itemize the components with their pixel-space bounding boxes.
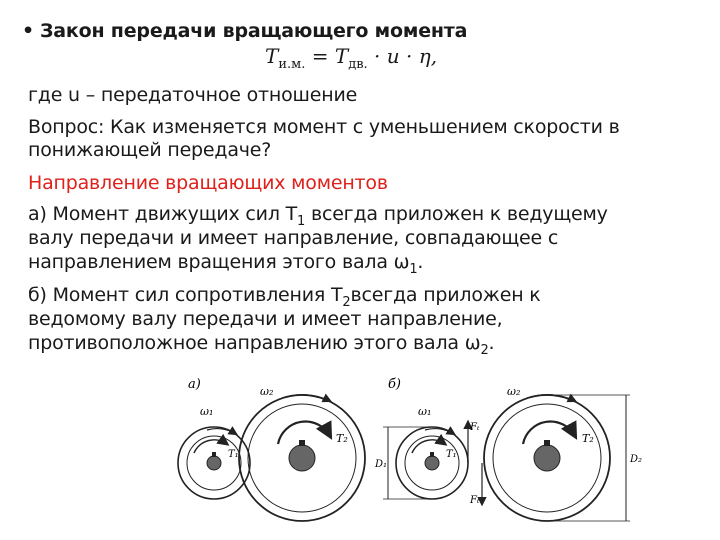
slide-title: • Закон передачи вращающего момента bbox=[22, 20, 468, 42]
omega2-label-a: ω₂ bbox=[260, 385, 274, 398]
para-a-line-1: а) Момент движущих сил $T_1$ всегда приложен к ведущему bbox=[28, 203, 608, 229]
question-line-1: Вопрос: Как изменяется момент с уменьшением скорости в bbox=[28, 116, 620, 138]
section-heading: Направление вращающих моментов bbox=[28, 172, 388, 194]
bullet-icon: • bbox=[22, 20, 34, 42]
omega2-label-b: ω₂ bbox=[507, 385, 521, 398]
para-a-line-2: валу передачи и имеет направление, совпадающее с bbox=[28, 227, 559, 249]
Ft-label-top: Fₜ bbox=[470, 422, 480, 433]
para-b-line-2: ведомому валу передачи и имеет направление, bbox=[28, 308, 503, 330]
T1-label-b: T₁ bbox=[446, 449, 457, 460]
omega1-label-a: ω₁ bbox=[200, 405, 214, 418]
D1-label: D₁ bbox=[375, 459, 388, 470]
T1-label-a: T₁ bbox=[228, 449, 239, 460]
torque-formula: $T_{и.м.} = T_{дв.} \cdot u \cdot \eta$, bbox=[265, 44, 438, 72]
question-line-2: понижающей передаче? bbox=[28, 139, 272, 161]
ratio-definition: где u – передаточное отношение bbox=[28, 84, 358, 106]
gear-diagram bbox=[170, 370, 650, 535]
T2-label-b: T₂ bbox=[582, 432, 594, 445]
para-b-line-3: противоположное направлению этого вала $\omega_2$. bbox=[28, 332, 495, 358]
driven-gear-b bbox=[484, 395, 630, 521]
para-a-line-3: направлением вращения этого вала $\omega_1$. bbox=[28, 251, 424, 277]
omega1-label-b: ω₁ bbox=[418, 405, 432, 418]
para-b-line-1: б) Момент сил сопротивления $T_2всегда$ приложен к bbox=[28, 284, 541, 310]
driving-gear-b bbox=[383, 422, 482, 504]
Ft-label-bottom: Fₜ bbox=[470, 495, 480, 506]
label-b: б) bbox=[388, 377, 402, 392]
label-a: а) bbox=[188, 377, 201, 392]
T2-label-a: T₂ bbox=[336, 432, 348, 445]
driven-gear-a bbox=[239, 395, 365, 521]
D2-label: D₂ bbox=[630, 454, 643, 465]
